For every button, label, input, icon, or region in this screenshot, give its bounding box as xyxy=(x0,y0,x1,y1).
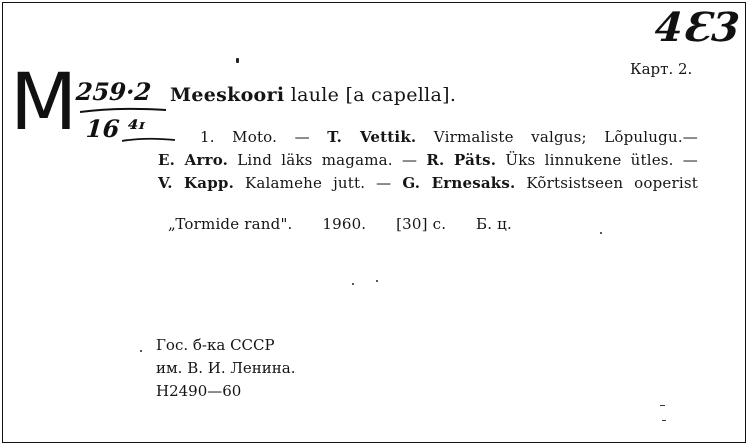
library-line-2: им. В. И. Ленина. xyxy=(156,359,296,377)
contents-author: V. Kapp. xyxy=(158,174,235,192)
contents-text: Kalamehe jutt. — xyxy=(234,174,403,192)
handwritten-underline xyxy=(120,136,180,146)
contents-text: Lind läks magama. — xyxy=(228,151,427,169)
contents-author: G. Ernesaks. xyxy=(402,174,516,192)
card-title-rest: laule [a capella]. xyxy=(290,84,457,106)
handwritten-corner-number: 4Ɛ3 xyxy=(653,4,742,51)
contents-line-1 xyxy=(200,128,698,146)
contents-author: T. Vettik. xyxy=(327,128,417,146)
speck xyxy=(376,280,378,282)
speck xyxy=(140,350,142,352)
contents-text: Virmaliste valgus; Lõpulugu.— xyxy=(416,128,698,146)
speck xyxy=(236,58,239,63)
card-title xyxy=(170,84,456,106)
speck xyxy=(600,232,602,234)
library-line-3: Н2490—60 xyxy=(156,382,242,400)
handwritten-shelf-letter: M xyxy=(10,58,74,148)
contents-line-3 xyxy=(158,174,698,192)
contents-author: E. Arro. xyxy=(158,151,229,169)
card-label: Карт. 2. xyxy=(630,60,693,78)
library-line-1: Гос. б-ка СССР xyxy=(156,336,275,354)
contents-text: „Tormide rand". 1960. [30] c. Б. ц. xyxy=(167,215,512,233)
speck xyxy=(352,283,354,285)
contents-line-4 xyxy=(158,197,512,233)
contents-text: Üks linnukene ütles. — xyxy=(496,151,699,169)
handwritten-shelf-code-bottom: 16 ⁴ᶦ xyxy=(84,114,147,143)
speck xyxy=(662,420,666,421)
card-title-main: Meeskoori xyxy=(170,84,285,106)
contents-text: Kõrtsistseen ooperist xyxy=(515,174,698,192)
speck xyxy=(660,405,665,406)
contents-line-2 xyxy=(158,151,698,169)
contents-author: R. Päts. xyxy=(426,151,497,169)
handwritten-shelf-code-top: 259·2 xyxy=(74,77,153,106)
contents-text: 1. Moto. — xyxy=(200,128,328,146)
